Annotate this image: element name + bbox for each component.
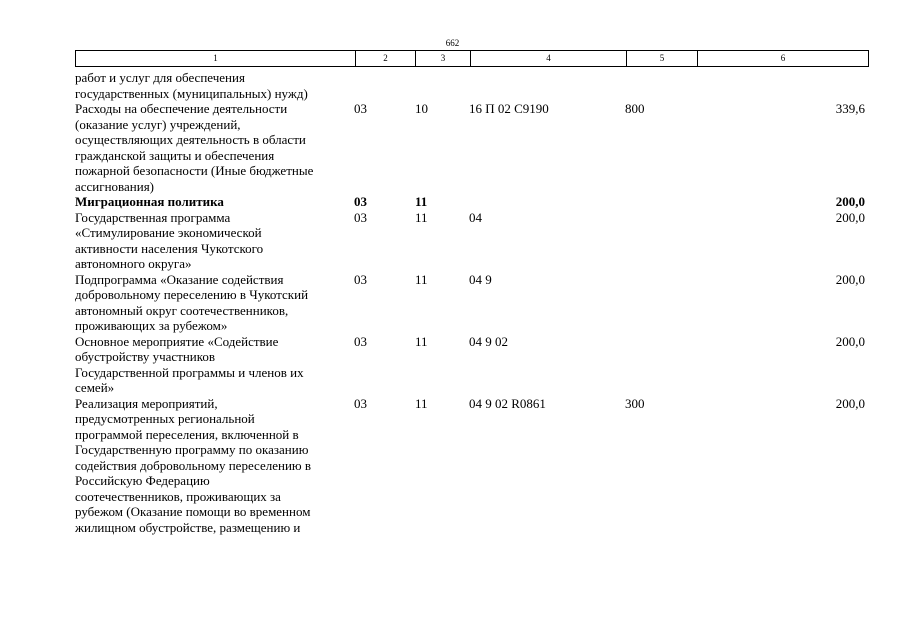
row-name-line: рубежом (Оказание помощи во временном bbox=[75, 504, 311, 519]
row-cell-c5 bbox=[625, 334, 745, 396]
row-cell-c5: 800 bbox=[625, 101, 645, 116]
row-name-line: автономный округ соотечественников, bbox=[75, 302, 289, 318]
row-cell-c6: 200,0 bbox=[835, 194, 865, 209]
page-number: 662 bbox=[445, 38, 460, 48]
row-cell-c2: 03 bbox=[354, 395, 367, 411]
column-header-5: 5 bbox=[627, 51, 698, 67]
row-name-cell bbox=[75, 101, 354, 194]
row-cell-c6: 200,0 bbox=[835, 271, 865, 287]
row-cell-c4: 04 9 02 bbox=[469, 333, 508, 349]
row-cell-c3 bbox=[415, 70, 469, 101]
row-name-line: гражданской защиты и обеспечения bbox=[75, 147, 275, 163]
column-header-table bbox=[75, 50, 869, 67]
row-cell-c3: 11 bbox=[415, 271, 428, 287]
row-name-line: Основное мероприятие «Содействие bbox=[75, 333, 279, 349]
row-name-line: содействия добровольному переселению в bbox=[75, 457, 312, 473]
row-cell-c6: 200,0 bbox=[835, 209, 865, 225]
row-name-line: Государственной программы и членов их bbox=[75, 364, 304, 380]
column-header-3: 3 bbox=[416, 51, 471, 67]
row-name-line: активности населения Чукотского bbox=[75, 240, 264, 256]
row-cell-c2: 03 bbox=[354, 209, 367, 225]
row-name-line: автономного округа» bbox=[75, 256, 192, 271]
row-name-line: добровольному переселению в Чукотский bbox=[75, 287, 309, 302]
row-name-line: обустройству участников bbox=[75, 349, 216, 364]
row-cell-c4: 04 bbox=[469, 209, 482, 225]
row-cell-c2: 03 bbox=[354, 271, 367, 287]
row-cell-c4: 04 9 02 R0861 bbox=[469, 395, 546, 411]
table-row bbox=[75, 70, 875, 101]
row-cell-c3: 10 bbox=[415, 101, 428, 116]
row-cell-c4 bbox=[469, 194, 625, 210]
row-name-cell bbox=[75, 396, 354, 536]
column-header-6: 6 bbox=[698, 51, 869, 67]
row-name-cell bbox=[75, 210, 354, 272]
row-cell-c4: 04 9 bbox=[469, 271, 492, 287]
row-name-line: «Стимулирование экономической bbox=[75, 225, 262, 240]
row-name-line: соотечественников, проживающих за bbox=[75, 488, 281, 504]
row-name-line: работ и услуг для обеспечения bbox=[75, 70, 245, 85]
row-name-line: Государственную программу по оказанию bbox=[75, 442, 309, 457]
row-cell-c6 bbox=[745, 70, 865, 101]
row-name-line: программой переселения, включенной в bbox=[75, 426, 299, 442]
row-cell-c5 bbox=[625, 70, 745, 101]
row-cell-c5 bbox=[625, 272, 745, 334]
row-cell-c3: 11 bbox=[415, 209, 428, 225]
table-row bbox=[75, 101, 875, 194]
row-name-line: проживающих за рубежом» bbox=[75, 318, 228, 333]
row-cell-c6: 200,0 bbox=[835, 395, 865, 411]
row-name-line: Миграционная политика bbox=[75, 194, 224, 209]
row-name-line: Подпрограмма «Оказание содействия bbox=[75, 271, 284, 287]
row-cell-c2 bbox=[354, 70, 415, 101]
table-body bbox=[75, 70, 875, 535]
column-header-row bbox=[76, 51, 869, 67]
row-name-line: семей» bbox=[75, 380, 115, 395]
row-name-line: предусмотренных региональной bbox=[75, 411, 255, 426]
row-name-cell bbox=[75, 70, 354, 101]
table-row bbox=[75, 272, 875, 334]
column-header-1: 1 bbox=[76, 51, 356, 67]
row-name-line: жилищном обустройстве, размещению и bbox=[75, 519, 301, 535]
row-cell-c2: 03 bbox=[354, 194, 367, 209]
column-header-2: 2 bbox=[356, 51, 416, 67]
row-cell-c5 bbox=[625, 194, 745, 210]
table-row bbox=[75, 334, 875, 396]
column-header-4: 4 bbox=[471, 51, 627, 67]
row-cell-c2: 03 bbox=[354, 333, 367, 349]
row-name-line: Российскую Федерацию bbox=[75, 473, 210, 488]
row-name-line: ассигнования) bbox=[75, 178, 155, 194]
row-cell-c4: 16 П 02 С9190 bbox=[469, 101, 549, 116]
row-cell-c6: 200,0 bbox=[835, 333, 865, 349]
row-name-line: осуществляющих деятельность в области bbox=[75, 132, 306, 147]
row-name-line: пожарной безопасности (Иные бюджетные bbox=[75, 163, 314, 178]
row-name-line: Государственная программа bbox=[75, 209, 231, 225]
row-cell-c3: 11 bbox=[415, 395, 428, 411]
row-name-line: государственных (муниципальных) нужд) bbox=[75, 85, 308, 101]
row-cell-c4 bbox=[469, 70, 625, 101]
row-cell-c2: 03 bbox=[354, 101, 367, 116]
row-cell-c6: 339,6 bbox=[835, 101, 865, 116]
table-row bbox=[75, 194, 875, 210]
row-name-cell bbox=[75, 194, 354, 210]
row-cell-c3: 11 bbox=[415, 333, 428, 349]
row-cell-c5 bbox=[625, 210, 745, 272]
row-cell-c5: 300 bbox=[625, 395, 645, 411]
row-name-cell bbox=[75, 334, 354, 396]
row-cell-c3: 11 bbox=[415, 194, 428, 209]
row-name-line: Реализация мероприятий, bbox=[75, 395, 218, 411]
row-name-line: Расходы на обеспечение деятельности bbox=[75, 101, 288, 116]
table-row bbox=[75, 210, 875, 272]
row-name-line: (оказание услуг) учреждений, bbox=[75, 116, 241, 132]
table-row bbox=[75, 396, 875, 536]
row-name-cell bbox=[75, 272, 354, 334]
